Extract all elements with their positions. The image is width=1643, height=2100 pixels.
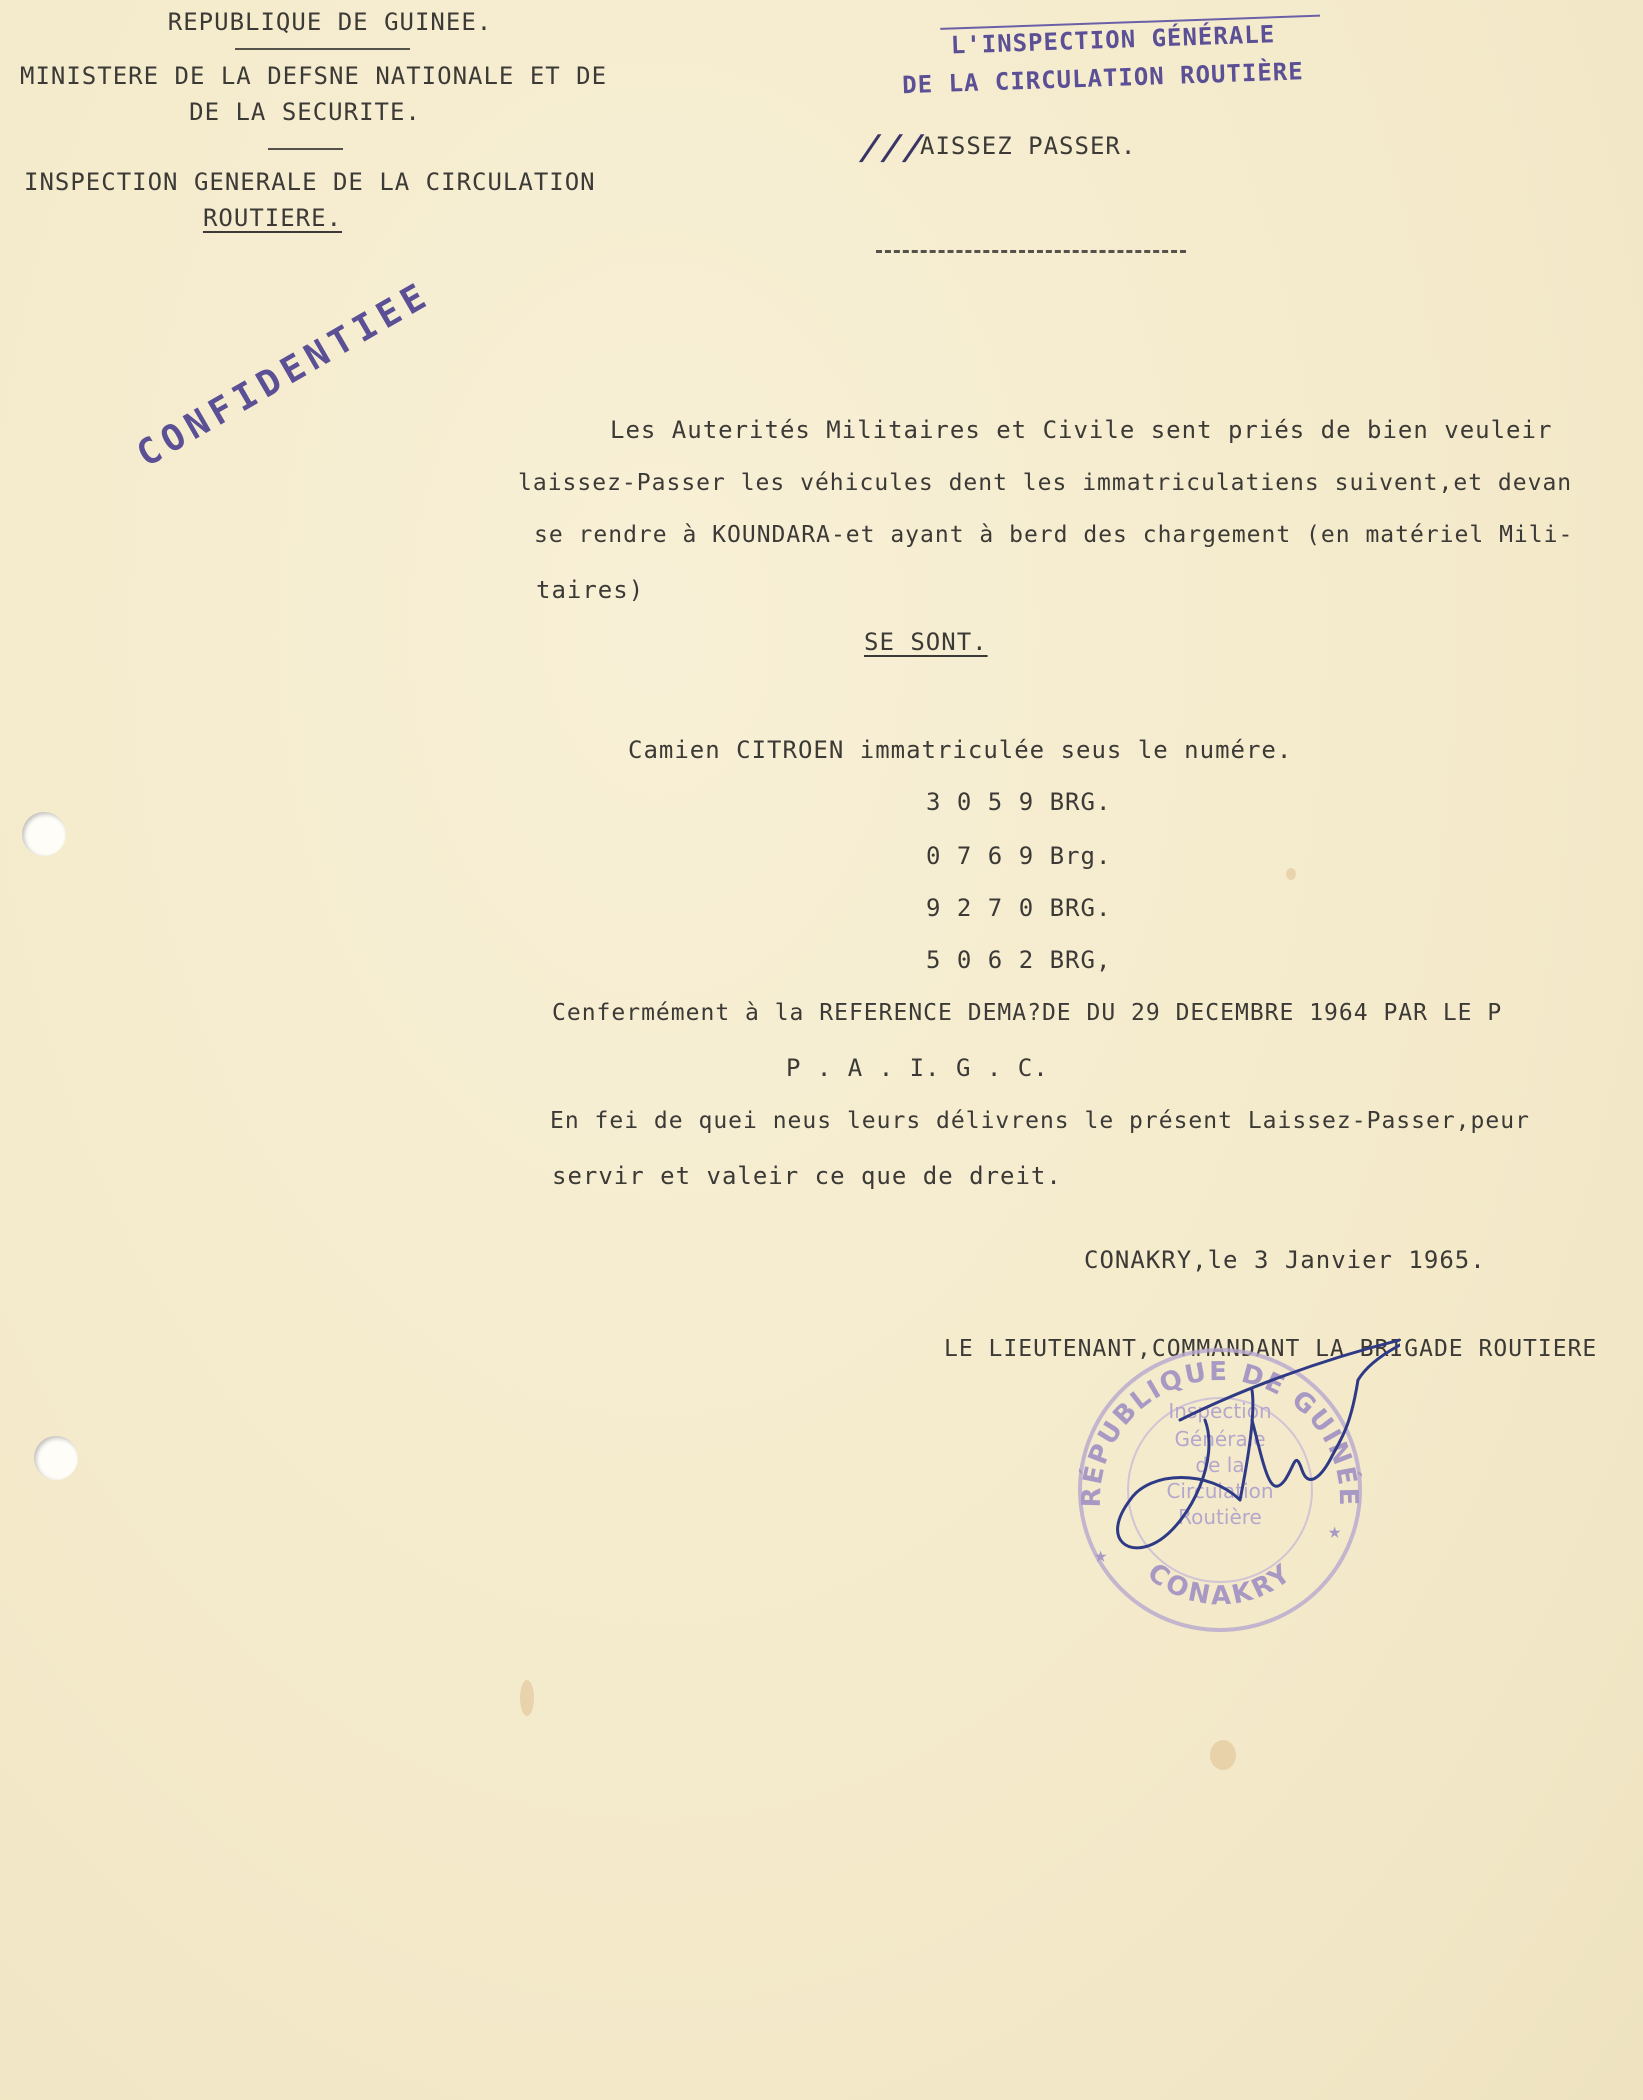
signatory-title: LE LIEUTENANT,COMMANDANT LA BRIGADE ROUTIERE [944,1336,1598,1362]
body-para-line-4: taires) [536,576,645,604]
truck-line: Camien CITROEN immatriculée seus le numére. [628,736,1293,764]
header-security: DE LA SECURITE. [189,98,421,126]
stamp-line-2: DE LA CIRCULATION ROUTIÈRE [901,57,1305,100]
title-dashed-rule [876,250,1186,253]
header-rule [268,148,343,150]
closing-line-2: servir et valeir ce que de dreit. [552,1162,1062,1190]
plate-number: 3 0 5 9 BRG. [926,788,1112,816]
punch-hole-top [22,812,66,856]
stamp-text-top: RÉPUBLIQUE DE GUINÉE [1076,1356,1364,1508]
body-para-line-3: se rendre à KOUNDARA-et ayant à berd des chargement (en matériel Mili- [534,522,1574,548]
stain [520,1680,534,1716]
official-round-stamp [1040,1300,1400,1660]
stamp-star-right: ★ [1328,1519,1342,1544]
body-para-line-2: laissez-Passer les véhicules dent les immatriculatiens suivent,et devan [518,470,1573,496]
plate-number: 0 7 6 9 Brg. [926,842,1112,870]
stamp-inner-line: Routière [1178,1505,1262,1529]
stamp-inner-line: Circulation [1166,1479,1274,1503]
header-inspection: INSPECTION GENERALE DE LA CIRCULATION [24,168,596,196]
header-routiere: ROUTIERE. [202,204,343,232]
stamp-star-left: ★ [1094,1543,1108,1568]
plate-number: 9 2 7 0 BRG. [926,894,1112,922]
body-para-line-1: Les Auterités Militaires et Civile sent priés de bien veuleir [610,416,1553,444]
stamp-inner-line: Générale [1174,1427,1266,1451]
header-republic: REPUBLIQUE DE GUINEE. [167,8,493,36]
place-date: CONAKRY,le 3 Janvier 1965. [1084,1246,1486,1274]
stain [1286,868,1296,880]
stamp-inner-line: de la [1195,1453,1245,1477]
closing-line-1: En fei de quei neus leurs délivrens le présent Laissez-Passer,peur [550,1108,1530,1134]
document-title: AISSEZ PASSER. [920,132,1137,160]
reference-line: Cenfermément à la REFERENCE DEMA?DE DU 29 DECEMBRE 1964 PAR LE P [552,1000,1503,1026]
organization-line: P . A . I. G . C. [786,1054,1049,1082]
stamp-inner-line: Inspection [1168,1399,1272,1423]
stamp-text-bottom: CONAKRY [1141,1557,1299,1612]
se-sont-heading: SE SONT. [864,628,988,656]
confidential-stamp: CONFIDENTIEE [130,273,439,476]
stamp-line-1: L'INSPECTION GÉNÉRALE [950,20,1276,60]
header-rule [235,48,410,50]
title-prefix-mark: /// [855,128,929,168]
header-ministry: MINISTERE DE LA DEFSNE NATIONALE ET DE [20,62,608,90]
plate-number: 5 0 6 2 BRG, [926,946,1112,974]
punch-hole-bottom [34,1436,78,1480]
stain [1210,1740,1236,1770]
